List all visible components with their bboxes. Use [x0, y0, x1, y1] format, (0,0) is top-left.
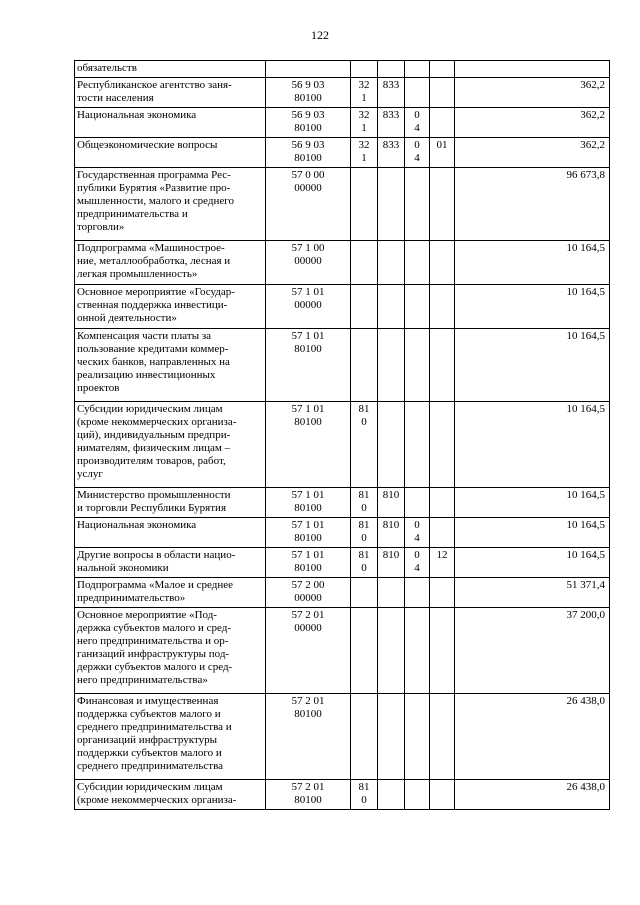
- cell-expense-type-line: 81: [358, 403, 370, 415]
- cell-name-line: среднего предпринимательства: [77, 760, 224, 772]
- cell-target-code: [266, 488, 351, 518]
- cell-name-line: онной деятельности»: [77, 312, 177, 324]
- cell-name: [75, 518, 266, 548]
- cell-section-line: 0: [414, 519, 420, 531]
- cell-name-line: тости населения: [77, 92, 154, 104]
- table-row: [75, 329, 610, 402]
- cell-name-line: Компенсация части платы за: [77, 330, 212, 342]
- cell-manager-code: 810: [378, 518, 405, 548]
- cell-name-line: проектов: [77, 382, 120, 394]
- cell-amount: 10 164,5: [455, 488, 610, 518]
- cell-target-code: [266, 402, 351, 488]
- cell-name-line: среднего предпринимательства и: [77, 721, 232, 733]
- cell-manager-code: [378, 578, 405, 608]
- table-row: [75, 61, 610, 78]
- cell-name-line: пользование кредитами коммер-: [77, 343, 229, 355]
- cell-name-line: Министерство промышленности: [77, 489, 231, 501]
- cell-name-line: и торговли Республики Бурятия: [77, 502, 226, 514]
- cell-section-line: 0: [414, 549, 420, 561]
- cell-target-code-line: 80100: [294, 708, 322, 720]
- cell-section-line: 4: [414, 122, 420, 134]
- cell-subsection: [430, 518, 455, 548]
- cell-subsection: [430, 488, 455, 518]
- cell-name-line: услуг: [77, 468, 103, 480]
- cell-expense-type: [351, 329, 378, 402]
- cell-amount: [455, 61, 610, 78]
- cell-target-code: [266, 78, 351, 108]
- cell-name: [75, 402, 266, 488]
- cell-expense-type-line: 1: [361, 92, 367, 104]
- cell-target-code-line: 80100: [294, 92, 322, 104]
- cell-expense-type: [351, 61, 378, 78]
- cell-name: [75, 548, 266, 578]
- cell-expense-type-line: 81: [358, 519, 370, 531]
- cell-name-line: него предпринимательства»: [77, 674, 208, 686]
- cell-target-code-line: 80100: [294, 122, 322, 134]
- cell-name-line: Субсидии юридическим лицам: [77, 403, 223, 415]
- cell-name: [75, 241, 266, 285]
- cell-subsection: [430, 329, 455, 402]
- cell-name-line: реализацию инвестиционных: [77, 369, 216, 381]
- cell-name-line: Республиканское агентство заня-: [77, 79, 232, 91]
- cell-target-code-line: 80100: [294, 562, 322, 574]
- cell-expense-type-line: 32: [358, 79, 370, 91]
- cell-expense-type-line: 0: [361, 416, 367, 428]
- cell-target-code: [266, 518, 351, 548]
- table-row: [75, 780, 610, 810]
- cell-name-line: (кроме некоммерческих организа-: [77, 416, 237, 428]
- cell-amount: 96 673,8: [455, 168, 610, 241]
- cell-name-line: Общеэкономические вопросы: [77, 139, 218, 151]
- cell-manager-code: [378, 168, 405, 241]
- cell-subsection: [430, 108, 455, 138]
- cell-expense-type-line: 0: [361, 562, 367, 574]
- cell-expense-type-line: 0: [361, 532, 367, 544]
- table-row: [75, 241, 610, 285]
- cell-section: [405, 61, 430, 78]
- cell-expense-type-line: 32: [358, 139, 370, 151]
- table-row: [75, 578, 610, 608]
- cell-amount: 362,2: [455, 138, 610, 168]
- table-row: [75, 285, 610, 329]
- cell-amount: 362,2: [455, 108, 610, 138]
- cell-manager-code: [378, 241, 405, 285]
- cell-section: [405, 168, 430, 241]
- cell-expense-type: [351, 578, 378, 608]
- cell-target-code: [266, 61, 351, 78]
- cell-section: [405, 488, 430, 518]
- cell-expense-type: [351, 168, 378, 241]
- cell-name-line: (кроме некоммерческих организа-: [77, 794, 237, 806]
- cell-manager-code: [378, 285, 405, 329]
- table-row: [75, 108, 610, 138]
- cell-name-line: поддержки субъектов малого и: [77, 747, 222, 759]
- cell-target-code-line: 57 2 01: [291, 609, 325, 621]
- cell-section: [405, 138, 430, 168]
- cell-target-code-line: 00000: [294, 592, 322, 604]
- cell-name: [75, 285, 266, 329]
- cell-target-code-line: 80100: [294, 152, 322, 164]
- cell-section: [405, 78, 430, 108]
- cell-manager-code: 833: [378, 138, 405, 168]
- cell-name-line: организаций инфраструктуры: [77, 734, 218, 746]
- cell-target-code: [266, 780, 351, 810]
- cell-expense-type: [351, 108, 378, 138]
- cell-amount: 37 200,0: [455, 608, 610, 694]
- cell-target-code-line: 57 1 01: [291, 403, 325, 415]
- cell-manager-code: [378, 608, 405, 694]
- cell-expense-type-line: 1: [361, 122, 367, 134]
- cell-section: [405, 108, 430, 138]
- cell-expense-type: [351, 241, 378, 285]
- cell-expense-type-line: 0: [361, 502, 367, 514]
- cell-amount: 26 438,0: [455, 694, 610, 780]
- cell-subsection: [430, 694, 455, 780]
- cell-section-line: 4: [414, 152, 420, 164]
- cell-manager-code: [378, 61, 405, 78]
- cell-section-line: 4: [414, 562, 420, 574]
- cell-target-code-line: 57 2 00: [291, 579, 325, 591]
- cell-section: [405, 548, 430, 578]
- cell-name-line: Национальная экономика: [77, 109, 197, 121]
- cell-target-code: [266, 329, 351, 402]
- cell-target-code-line: 80100: [294, 794, 322, 806]
- cell-target-code-line: 80100: [294, 502, 322, 514]
- cell-name-line: Другие вопросы в области нацио-: [77, 549, 236, 561]
- cell-target-code: [266, 608, 351, 694]
- cell-target-code-line: 00000: [294, 299, 322, 311]
- cell-target-code-line: 00000: [294, 255, 322, 267]
- cell-name-line: Национальная экономика: [77, 519, 197, 531]
- cell-subsection: [430, 578, 455, 608]
- cell-target-code-line: 57 1 01: [291, 489, 325, 501]
- cell-target-code: [266, 548, 351, 578]
- cell-name-line: Финансовая и имущественная: [77, 695, 219, 707]
- cell-name: [75, 608, 266, 694]
- cell-section: [405, 780, 430, 810]
- cell-expense-type-line: 32: [358, 109, 370, 121]
- cell-target-code: [266, 138, 351, 168]
- cell-target-code-line: 57 2 01: [291, 695, 325, 707]
- cell-name-line: нимателям, физическим лицам –: [77, 442, 231, 454]
- cell-name-line: публики Бурятия «Развитие про-: [77, 182, 231, 194]
- cell-amount: 362,2: [455, 78, 610, 108]
- cell-target-code-line: 57 1 00: [291, 242, 325, 254]
- cell-target-code-line: 57 1 01: [291, 330, 325, 342]
- cell-expense-type: [351, 402, 378, 488]
- cell-section-line: 0: [414, 139, 420, 151]
- cell-target-code: [266, 578, 351, 608]
- cell-target-code: [266, 168, 351, 241]
- cell-subsection: [430, 78, 455, 108]
- cell-subsection: [430, 608, 455, 694]
- cell-section: [405, 608, 430, 694]
- cell-expense-type-line: 81: [358, 781, 370, 793]
- cell-name-line: ций), индивидуальным предпри-: [77, 429, 231, 441]
- cell-target-code: [266, 241, 351, 285]
- cell-subsection: [430, 168, 455, 241]
- cell-amount: 51 371,4: [455, 578, 610, 608]
- cell-section: [405, 402, 430, 488]
- cell-amount: 10 164,5: [455, 402, 610, 488]
- cell-name-line: Государственная программа Рес-: [77, 169, 231, 181]
- table-body: [75, 61, 610, 810]
- cell-name-line: Подпрограмма «Малое и среднее: [77, 579, 234, 591]
- cell-name: [75, 108, 266, 138]
- cell-section: [405, 578, 430, 608]
- cell-target-code-line: 56 9 03: [291, 109, 325, 121]
- cell-name-line: Основное мероприятие «Под-: [77, 609, 217, 621]
- cell-name-line: Основное мероприятие «Государ-: [77, 286, 235, 298]
- cell-subsection: [430, 61, 455, 78]
- cell-name: [75, 61, 266, 78]
- table-row: [75, 518, 610, 548]
- cell-expense-type: [351, 285, 378, 329]
- cell-name-line: Субсидии юридическим лицам: [77, 781, 223, 793]
- cell-name-line: мышленности, малого и среднего: [77, 195, 235, 207]
- cell-target-code-line: 80100: [294, 343, 322, 355]
- cell-target-code-line: 57 0 00: [291, 169, 325, 181]
- cell-expense-type: [351, 548, 378, 578]
- cell-name-line: торговли»: [77, 221, 125, 233]
- cell-name: [75, 329, 266, 402]
- cell-expense-type-line: 0: [361, 794, 367, 806]
- cell-target-code-line: 56 9 03: [291, 139, 325, 151]
- cell-name-line: Подпрограмма «Машинострое-: [77, 242, 225, 254]
- cell-name: [75, 78, 266, 108]
- cell-name-line: нальной экономики: [77, 562, 169, 574]
- cell-subsection: 01: [430, 138, 455, 168]
- cell-amount: 10 164,5: [455, 548, 610, 578]
- cell-target-code-line: 00000: [294, 182, 322, 194]
- cell-target-code-line: 00000: [294, 622, 322, 634]
- cell-section: [405, 518, 430, 548]
- cell-target-code-line: 57 2 01: [291, 781, 325, 793]
- cell-name-line: ние, металлообработка, лесная и: [77, 255, 231, 267]
- cell-target-code-line: 57 1 01: [291, 286, 325, 298]
- cell-section: [405, 329, 430, 402]
- cell-section: [405, 241, 430, 285]
- cell-amount: 10 164,5: [455, 241, 610, 285]
- cell-manager-code: 810: [378, 548, 405, 578]
- cell-name: [75, 168, 266, 241]
- table-row: [75, 488, 610, 518]
- table-row: [75, 694, 610, 780]
- cell-name-line: него предпринимательства и ор-: [77, 635, 229, 647]
- cell-name-line: держки субъектов малого и сред-: [77, 661, 233, 673]
- cell-target-code-line: 56 9 03: [291, 79, 325, 91]
- cell-amount: 26 438,0: [455, 780, 610, 810]
- cell-target-code: [266, 108, 351, 138]
- cell-manager-code: [378, 780, 405, 810]
- cell-name-line: предпринимательства и: [77, 208, 188, 220]
- cell-name-line: ганизаций инфраструктуры под-: [77, 648, 230, 660]
- cell-expense-type-line: 1: [361, 152, 367, 164]
- cell-expense-type: [351, 780, 378, 810]
- cell-section-line: 4: [414, 532, 420, 544]
- cell-target-code: [266, 694, 351, 780]
- cell-expense-type: [351, 488, 378, 518]
- cell-name-line: легкая промышленность»: [77, 268, 198, 280]
- cell-manager-code: 833: [378, 108, 405, 138]
- cell-name-line: обязательств: [77, 62, 137, 74]
- cell-amount: 10 164,5: [455, 285, 610, 329]
- cell-expense-type: [351, 694, 378, 780]
- table-row: [75, 168, 610, 241]
- cell-name-line: ческих банков, направленных на: [77, 356, 230, 368]
- cell-expense-type: [351, 138, 378, 168]
- cell-target-code-line: 80100: [294, 532, 322, 544]
- cell-subsection: [430, 402, 455, 488]
- cell-subsection: [430, 285, 455, 329]
- table-row: [75, 608, 610, 694]
- cell-subsection: 12: [430, 548, 455, 578]
- cell-manager-code: [378, 694, 405, 780]
- cell-name-line: поддержка субъектов малого и: [77, 708, 221, 720]
- cell-expense-type-line: 81: [358, 549, 370, 561]
- cell-amount: 10 164,5: [455, 518, 610, 548]
- cell-name-line: предпринимательство»: [77, 592, 186, 604]
- cell-name: [75, 780, 266, 810]
- budget-table: [74, 60, 610, 810]
- cell-target-code-line: 80100: [294, 416, 322, 428]
- cell-expense-type-line: 81: [358, 489, 370, 501]
- cell-name: [75, 488, 266, 518]
- table-row: [75, 78, 610, 108]
- cell-subsection: [430, 241, 455, 285]
- page-number: 122: [311, 28, 329, 42]
- table-row: [75, 548, 610, 578]
- cell-manager-code: 833: [378, 78, 405, 108]
- cell-manager-code: 810: [378, 488, 405, 518]
- cell-section: [405, 694, 430, 780]
- cell-expense-type: [351, 78, 378, 108]
- cell-name-line: держка субъектов малого и сред-: [77, 622, 232, 634]
- cell-target-code-line: 57 1 01: [291, 549, 325, 561]
- table-row: [75, 138, 610, 168]
- cell-name-line: ственная поддержка инвестици-: [77, 299, 228, 311]
- cell-name: [75, 578, 266, 608]
- cell-target-code-line: 57 1 01: [291, 519, 325, 531]
- cell-subsection: [430, 780, 455, 810]
- table-row: [75, 402, 610, 488]
- cell-section-line: 0: [414, 109, 420, 121]
- cell-expense-type: [351, 608, 378, 694]
- cell-name-line: производителям товаров, работ,: [77, 455, 226, 467]
- cell-expense-type: [351, 518, 378, 548]
- cell-name: [75, 694, 266, 780]
- cell-amount: 10 164,5: [455, 329, 610, 402]
- cell-name: [75, 138, 266, 168]
- cell-manager-code: [378, 329, 405, 402]
- cell-section: [405, 285, 430, 329]
- cell-manager-code: [378, 402, 405, 488]
- cell-target-code: [266, 285, 351, 329]
